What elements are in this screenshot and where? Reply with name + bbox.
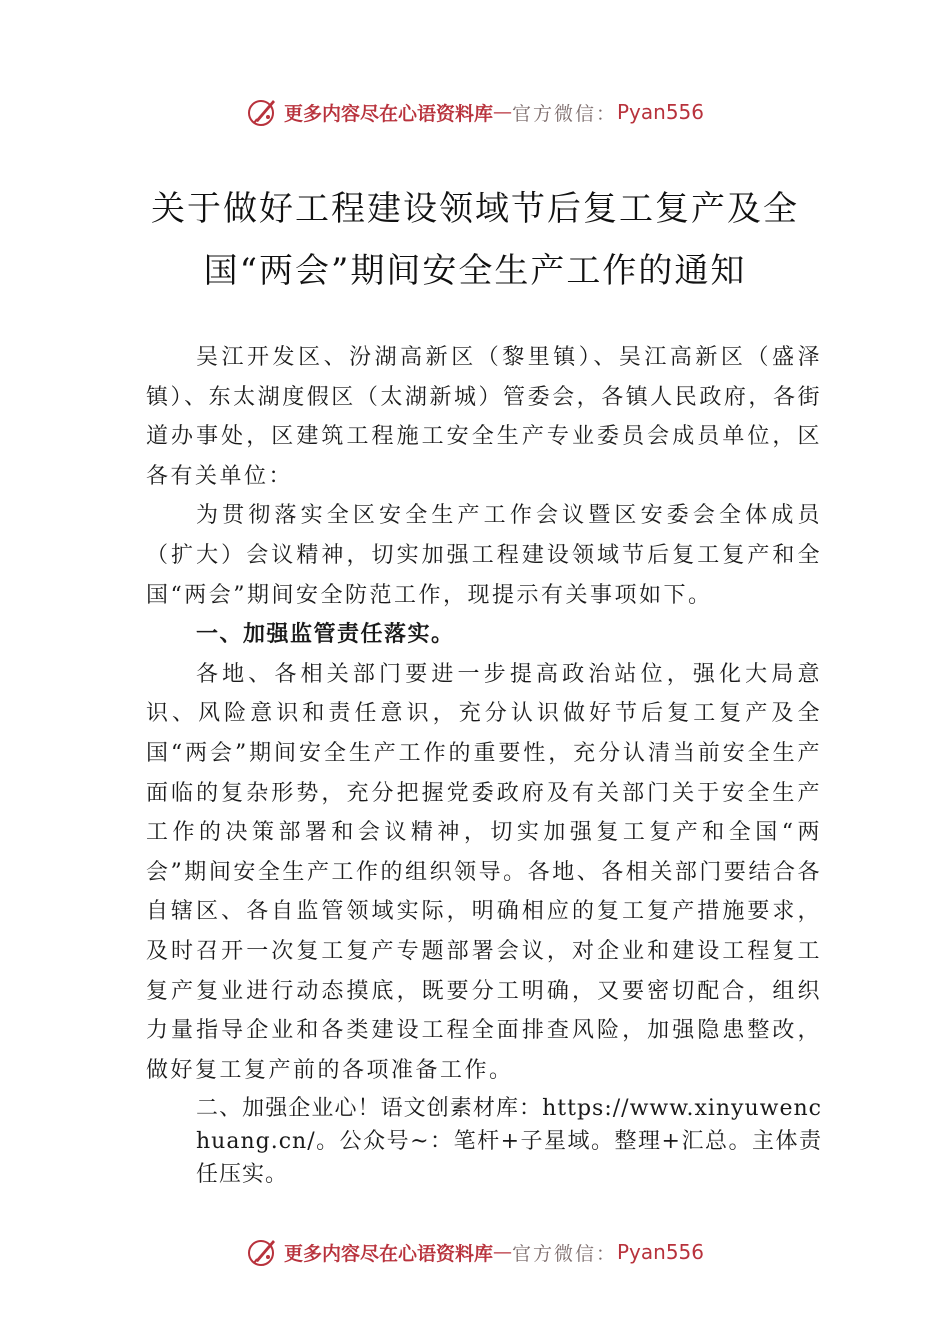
watermark-wechat-id: Pyan556 — [617, 100, 705, 124]
watermark-banner-top — [0, 92, 950, 132]
salutation-paragraph: 吴江开发区、汾湖高新区（黎里镇）、吴江高新区（盛泽镇）、东太湖度假区（太湖新城）管委会，各镇人民政府，各街道办事处，区建筑工程施工安全生产专业委员会成员单位，区各有关单位： — [146, 345, 822, 489]
watermark-main-text: 更多内容尽在心语资料库 — [283, 102, 493, 125]
quill-logo-icon — [246, 1235, 280, 1269]
document-title — [100, 178, 850, 302]
watermark-main-text: 更多内容尽在心语资料库 — [283, 1242, 493, 1265]
watermark-separator: — — [492, 101, 512, 123]
title-line-1: 关于做好工程建设领域节后复工复产及全 — [151, 189, 799, 229]
watermark-sub-text: 官方微信： — [511, 1242, 617, 1265]
title-line-2: 国“两会”期间安全生产工作的通知 — [203, 251, 747, 291]
watermark-wechat-id: Pyan556 — [617, 1240, 705, 1264]
section-1-body: 各地、各相关部门要进一步提高政治站位，强化大局意识、风险意识和责任意识，充分认识做好节后复工复产及全国“两会”期间安全生产工作的重要性，充分认清当前安全生产面临的复杂形势，充分把握党委政府及有关部门关于安全生产工作的决策部署和会议精神，切实加强复工复产和全国“两会”期间安全生产工作的组织领导。各地、各相关部门要结合各自辖区、各自监管领域实际，明确相应的复工复产措施要求，及时召开一次复工复产专题部署会议，对企业和建设工程复工复产复业进行动态摸底，既要分工明确，又要密切配合，组织力量指导企业和各类建设工程全面排查风险，加强隐患整改，做好复工复产前的各项准备工作。 — [146, 661, 822, 1083]
section-1-heading: 一、加强监管责任落实。 — [196, 622, 455, 648]
watermark-banner-bottom — [0, 1232, 950, 1272]
watermark-separator: — — [492, 1241, 512, 1263]
quill-logo-icon — [246, 95, 280, 129]
intro-paragraph: 为贯彻落实全区安全生产工作会议暨区安委会全体成员（扩大）会议精神，切实加强工程建设领域节后复工复产和全国“两会”期间安全防范工作，现提示有关事项如下。 — [146, 503, 822, 608]
document-body — [146, 338, 822, 1191]
section-2-line: 二、加强企业心！语文创素材库：https://www.xinyuwenchuang.cn/。公众号~：笔杆+子星域。整理+汇总。主体责任压实。 — [196, 1096, 822, 1188]
watermark-sub-text: 官方微信： — [511, 102, 617, 125]
